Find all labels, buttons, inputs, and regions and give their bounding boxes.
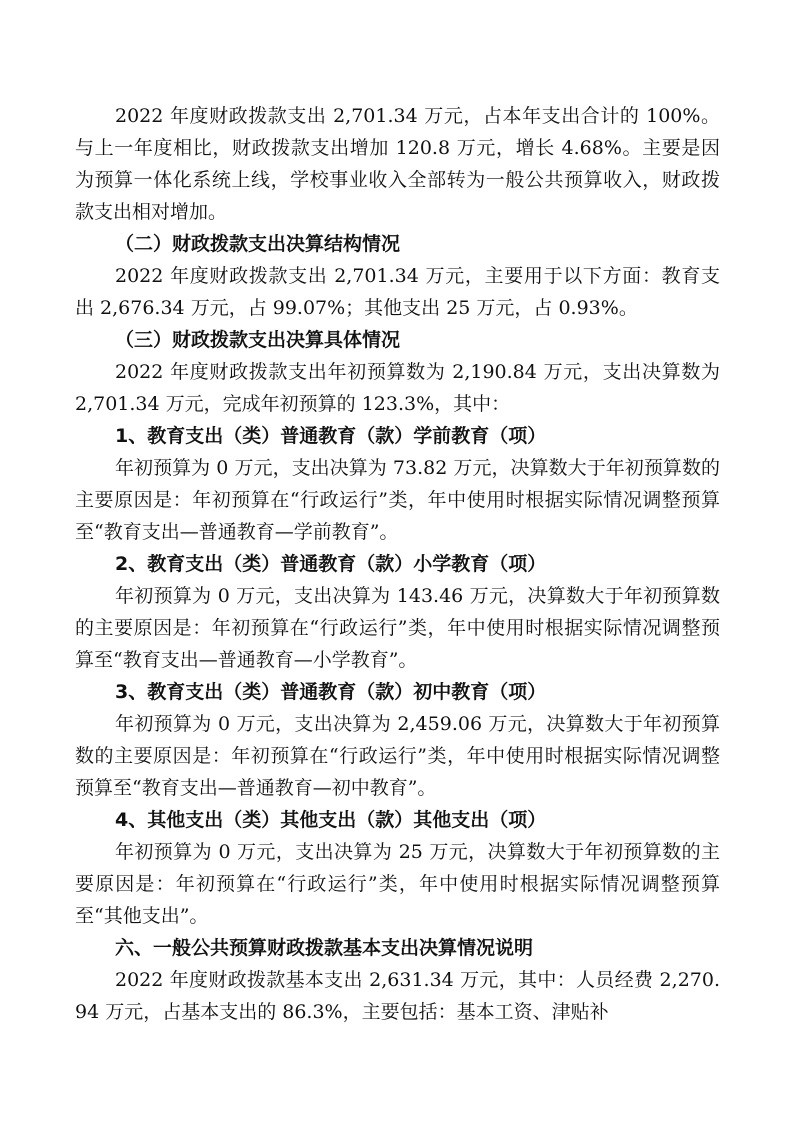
paragraph-item-3: 年初预算为 0 万元，支出决算为 2,459.06 万元，决算数大于年初预算数的主要原因是：年初预算在“行政运行”类，年中使用时根据实际情况调整预算至“教育支出—普通教育—初中教育”。: [75, 713, 720, 799]
paragraph-expenditure-summary: 2022 年度财政拨款支出 2,701.34 万元，占本年支出合计的 100%。与上一年度相比，财政拨款支出增加 120.8 万元，增长 4.68%。主要是因为预算一体化系统上线，学校事业收入全部转为一般公共预算收入，财政拨款支出相对增加。: [75, 105, 720, 223]
paragraph-item-1: 年初预算为 0 万元，支出决算为 73.82 万元，决算数大于年初预算数的主要原因是：年初预算在“行政运行”类，年中使用时根据实际情况调整预算至“教育支出—普通教育—学前教育”。: [75, 457, 720, 543]
paragraph-item-4: 年初预算为 0 万元，支出决算为 25 万元，决算数大于年初预算数的主要原因是：年初预算在“行政运行”类，年中使用时根据实际情况调整预算至“其他支出”。: [75, 841, 720, 927]
heading-item-1: 1、教育支出（类）普通教育（款）学前教育（项）: [115, 425, 547, 447]
paragraph-structure: 2022 年度财政拨款支出 2,701.34 万元，主要用于以下方面：教育支出 2,676.34 万元，占 99.07%；其他支出 25 万元，占 0.93%。: [75, 265, 720, 319]
heading-item-4: 4、其他支出（类）其他支出（款）其他支出（项）: [115, 809, 547, 831]
heading-structure: （二）财政拨款支出决算结构情况: [115, 233, 401, 255]
paragraph-item-2: 年初预算为 0 万元，支出决算为 143.46 万元，决算数大于年初预算数的主要原因是：年初预算在“行政运行”类，年中使用时根据实际情况调整预算至“教育支出—普通教育—小学教育”。: [75, 585, 720, 671]
heading-item-2: 2、教育支出（类）普通教育（款）小学教育（项）: [115, 553, 547, 575]
paragraph-specific: 2022 年度财政拨款支出年初预算数为 2,190.84 万元，支出决算数为 2,701.34 万元，完成年初预算的 123.3%，其中：: [75, 361, 720, 415]
heading-specific: （三）财政拨款支出决算具体情况: [115, 329, 401, 351]
paragraph-basic-expenditure: 2022 年度财政拨款基本支出 2,631.34 万元，其中：人员经费 2,270.94 万元，占基本支出的 86.3%，主要包括：基本工资、津贴补: [75, 969, 720, 1023]
heading-item-3: 3、教育支出（类）普通教育（款）初中教育（项）: [115, 681, 547, 703]
heading-section-6: 六、一般公共预算财政拨款基本支出决算情况说明: [115, 937, 534, 959]
